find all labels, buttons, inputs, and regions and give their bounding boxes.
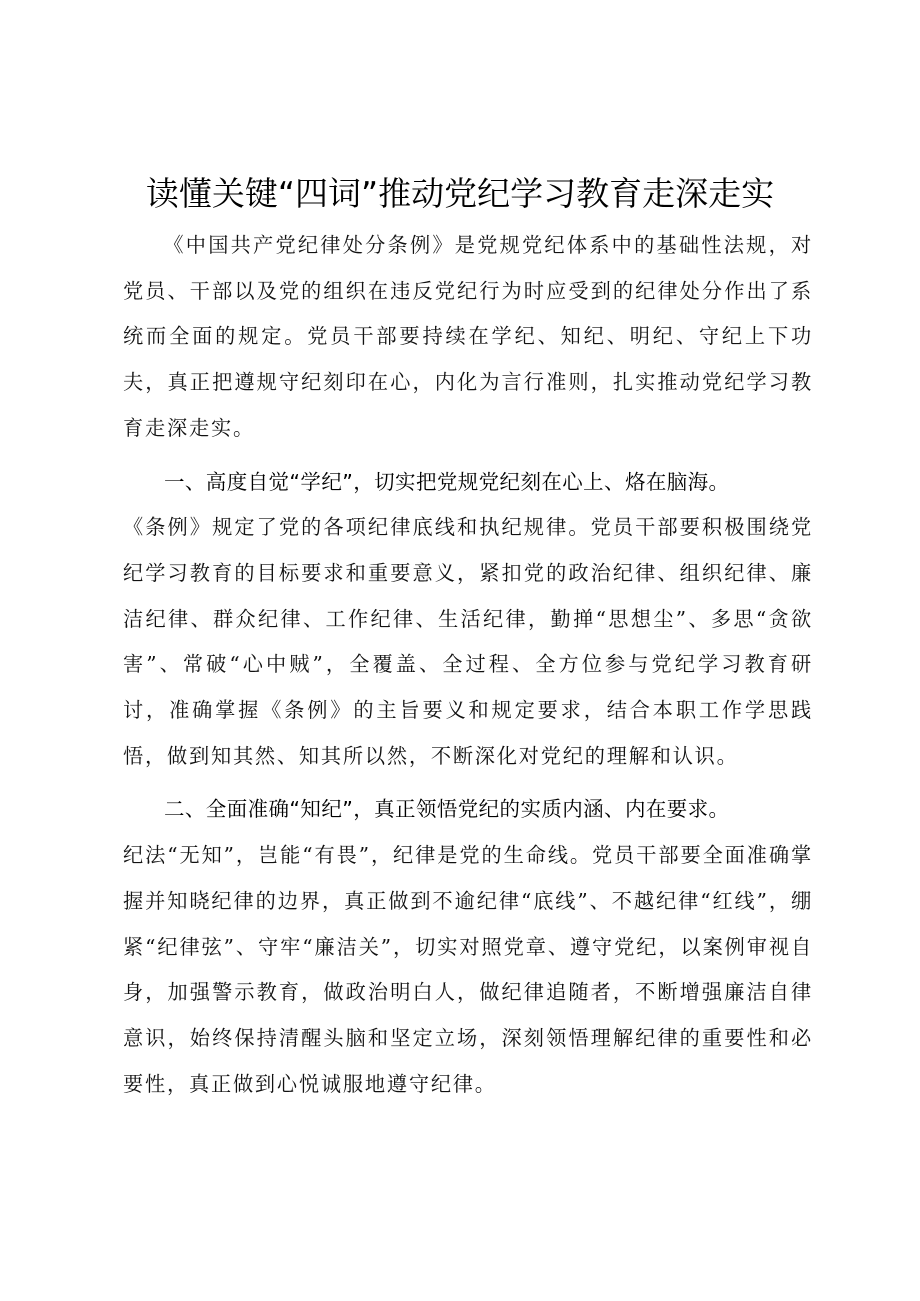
section-2-heading: 二、全面准确“知纪”，真正领悟党纪的实质内涵、内在要求。	[164, 797, 730, 822]
intro-paragraph: 《中国共产党纪律处分条例》是党规党纪体系中的基础性法规，对党员、干部以及党的组织在违反党纪行为时应受到的纪律处分作出了系统而全面的规定。党员干部要持续在学纪、知纪、明纪、守纪上下功夫，真正把遵规守纪刻印在心，内化为言行准则，扎实推动党纪学习教育走深走实。	[123, 233, 813, 440]
document-title: 读懂关键“四词”推动党纪学习教育走深走实	[145, 174, 775, 213]
section-1-body: 《条例》规定了党的各项纪律底线和执纪规律。党员干部要积极围绕党纪学习教育的目标要求和重要意义，紧扣党的政治纪律、组织纪律、廉洁纪律、群众纪律、工作纪律、生活纪律，勤掸“思想尘”、多思“贪欲害”、常破“心中贼”，全覆盖、全过程、全方位参与党纪学习教育研讨，准确掌握《条例》的主旨要义和规定要求，结合本职工作学思践悟，做到知其然、知其所以然，不断深化对党纪的理解和认识。	[123, 515, 813, 768]
section-1-heading: 一、高度自觉“学纪”，切实把党规党纪刻在心上、烙在脑海。	[164, 469, 730, 494]
section-2-body: 纪法“无知”，岂能“有畏”，纪律是党的生命线。党员干部要全面准确掌握并知晓纪律的边界，真正做到不逾纪律“底线”、不越纪律“红线”，绷紧“纪律弦”、守牢“廉洁关”，切实对照党章、遵守党纪，以案例审视自身，加强警示教育，做政治明白人，做纪律追随者，不断增强廉洁自律意识，始终保持清醒头脑和坚定立场，深刻领悟理解纪律的重要性和必要性，真正做到心悦诚服地遵守纪律。	[123, 843, 813, 1096]
paragraph-gap	[123, 779, 813, 787]
document-body	[123, 223, 813, 1107]
paragraph-gap	[123, 452, 813, 460]
